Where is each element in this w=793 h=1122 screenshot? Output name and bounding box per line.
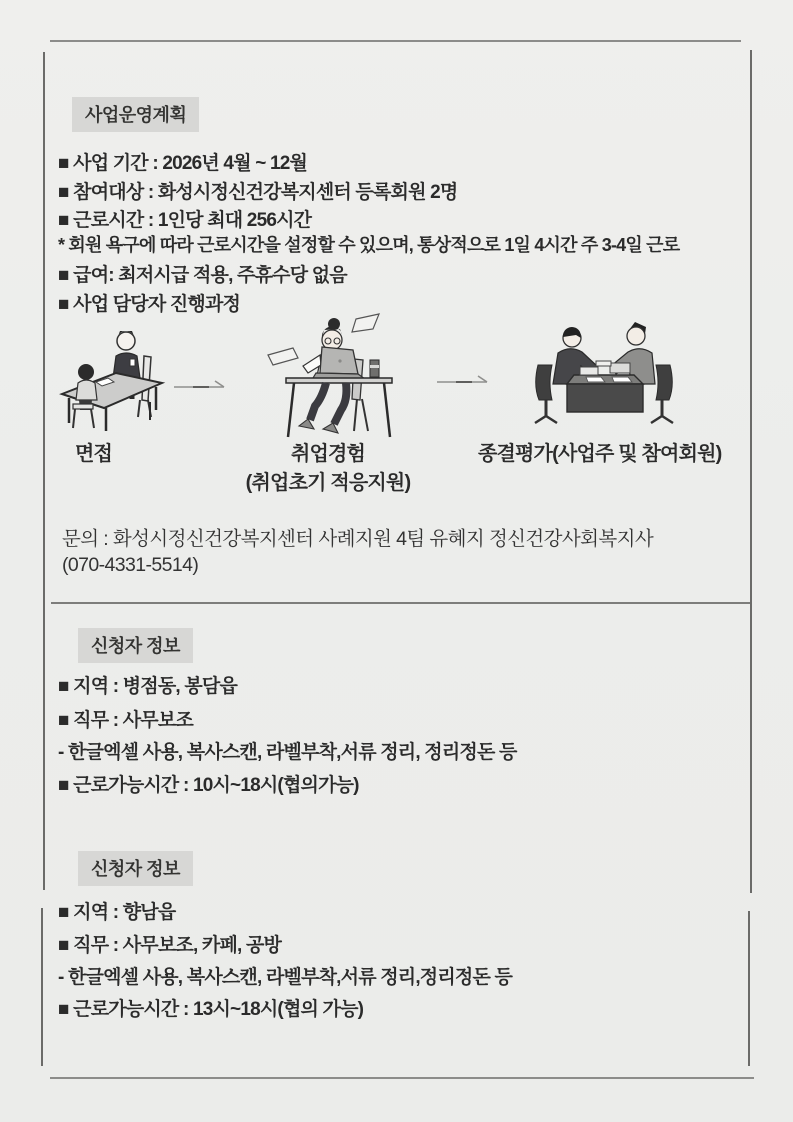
bottom-rule xyxy=(50,1077,754,1079)
program-item-hours: ■ 근로시간 : 1인당 최대 256시간 xyxy=(58,210,312,231)
applicant2-region: ■ 지역 : 향남읍 xyxy=(58,902,176,923)
meeting-evaluation-illustration xyxy=(530,320,678,432)
flow-step3-label: 종결평가(사업주 및 참여회원) xyxy=(478,443,722,465)
applicant1-job: ■ 직무 : 사무보조 xyxy=(58,710,193,731)
section-divider xyxy=(51,602,750,604)
flow-step2-label: 취업경험 xyxy=(290,443,366,465)
right-border-upper xyxy=(750,50,752,893)
contact-line1: 문의 : 화성시정신건강복지센터 사례지원 4팀 유혜지 정신건강사회복지사 xyxy=(62,528,654,550)
program-item-pay: ■ 급여: 최저시급 적용, 주휴수당 없음 xyxy=(58,265,347,286)
applicant1-region: ■ 지역 : 병점동, 봉담읍 xyxy=(58,676,238,697)
flow-step2-sublabel: (취업초기 적응지원) xyxy=(245,472,411,494)
left-border-lower xyxy=(41,908,43,1066)
top-rule xyxy=(50,40,741,42)
contact-phone: (070-4331-5514) xyxy=(62,554,199,576)
program-section-badge: 사업운영계획 xyxy=(72,97,199,132)
applicant2-hours: ■ 근로가능시간 : 13시~18시(협의 가능) xyxy=(58,999,364,1020)
applicant2-skills: - 한글엑셀 사용, 복사스캔, 라벨부착,서류 정리,정리정돈 등 xyxy=(58,967,513,988)
right-border-lower xyxy=(748,911,750,1066)
right-arrow-icon xyxy=(436,372,494,386)
program-item-period: ■ 사업 기간 : 2026년 4월 ~ 12월 xyxy=(58,153,308,174)
interview-illustration xyxy=(58,320,166,432)
applicant1-skills: - 한글엑셀 사용, 복사스캔, 라벨부착,서류 정리, 정리정돈 등 xyxy=(58,742,517,763)
program-item-target: ■ 참여대상 : 화성시정신건강복지센터 등록회원 2명 xyxy=(58,182,458,203)
applicant2-job: ■ 직무 : 사무보조, 카페, 공방 xyxy=(58,935,282,956)
program-item-note: * 회원 욕구에 따라 근로시간을 설정할 수 있으며, 통상적으로 1일 4시간 주 3-4일 근로 xyxy=(58,235,680,255)
applicant2-badge: 신청자 정보 xyxy=(78,851,193,886)
applicant1-badge: 신청자 정보 xyxy=(78,628,193,663)
right-arrow-icon xyxy=(173,377,231,391)
program-item-process: ■ 사업 담당자 진행과정 xyxy=(58,294,241,315)
laptop-work-illustration xyxy=(262,313,398,447)
flow-step1-label: 면접 xyxy=(75,443,113,465)
left-border-upper xyxy=(43,52,45,890)
applicant1-hours: ■ 근로가능시간 : 10시~18시(협의가능) xyxy=(58,775,359,796)
